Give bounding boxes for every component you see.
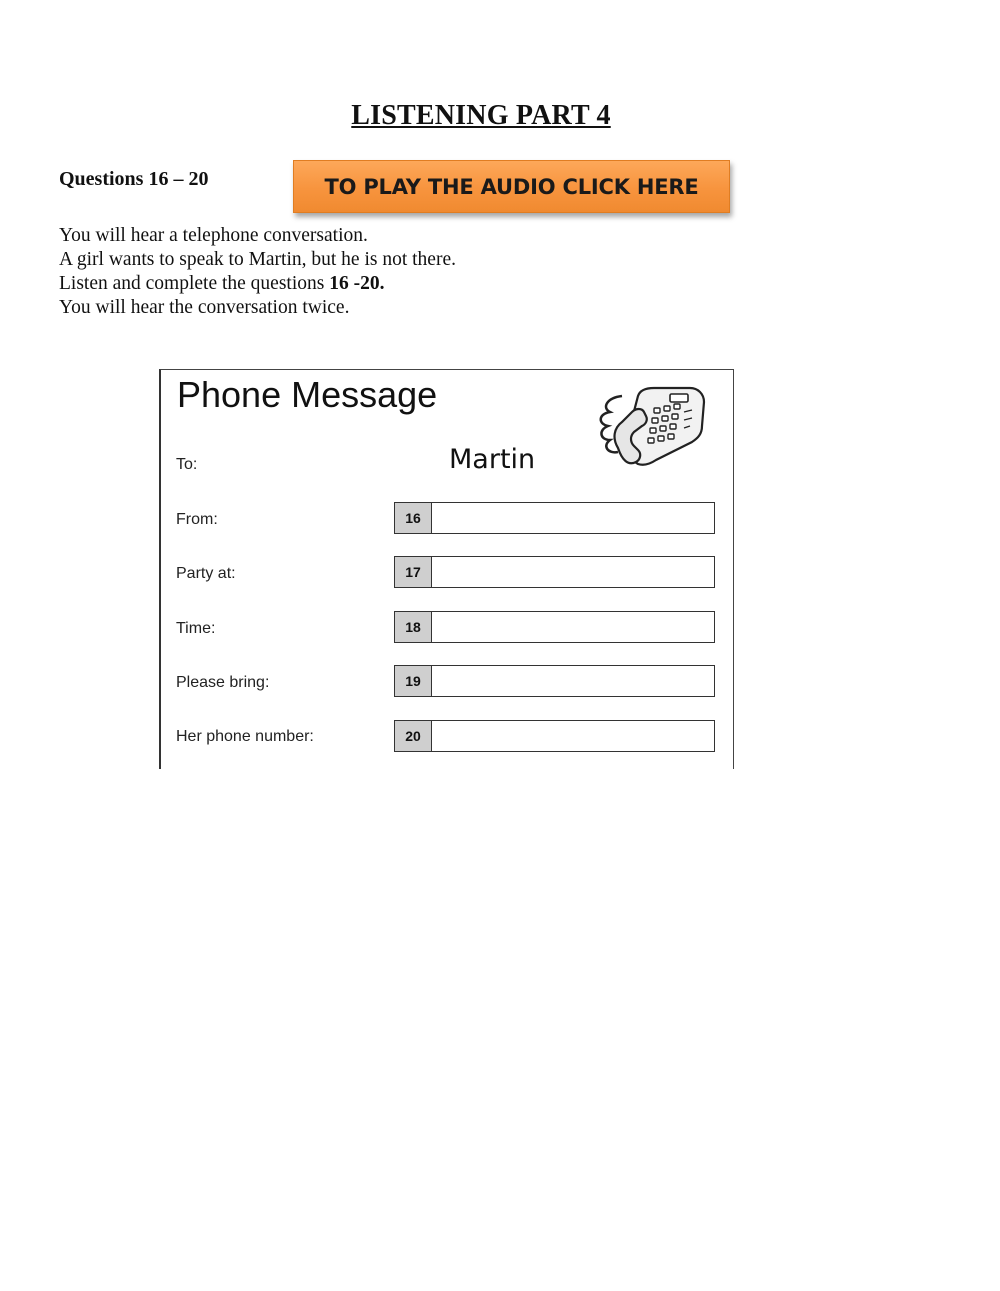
phone-number-input[interactable]	[432, 721, 714, 751]
phone-message-title: Phone Message	[177, 374, 438, 415]
question-number: 19	[395, 666, 432, 696]
question-number: 16	[395, 503, 432, 533]
from-label: From:	[176, 511, 218, 528]
question-range: 16 -20.	[329, 273, 385, 294]
telephone-icon	[592, 382, 712, 474]
page-title: LISTENING PART 4	[351, 100, 611, 131]
answer-field-16	[394, 502, 715, 534]
instruction-line: You will hear a telephone conversation.	[59, 225, 368, 246]
to-label: To:	[176, 456, 198, 473]
recipient-name: Martin	[449, 444, 536, 475]
question-number: 18	[395, 612, 432, 642]
answer-field-20	[394, 720, 715, 752]
instruction-text: Listen and complete the questions	[59, 273, 330, 294]
please-bring-label: Please bring:	[176, 674, 270, 691]
instructions	[59, 224, 456, 320]
time-label: Time:	[176, 620, 216, 637]
play-audio-button[interactable]: TO PLAY THE AUDIO CLICK HERE	[293, 160, 730, 213]
party-at-input[interactable]	[432, 557, 714, 587]
answer-field-19	[394, 665, 715, 697]
question-number: 17	[395, 557, 432, 587]
please-bring-input[interactable]	[432, 666, 714, 696]
from-input[interactable]	[432, 503, 714, 533]
party-at-label: Party at:	[176, 565, 236, 582]
instruction-line	[59, 272, 456, 296]
answer-field-18	[394, 611, 715, 643]
instruction-line: A girl wants to speak to Martin, but he is not there.	[59, 249, 456, 270]
time-input[interactable]	[432, 612, 714, 642]
phone-number-label: Her phone number:	[176, 728, 314, 745]
answer-field-17	[394, 556, 715, 588]
questions-label: Questions 16 – 20	[59, 168, 209, 190]
instruction-line: You will hear the conversation twice.	[59, 297, 350, 318]
question-number: 20	[395, 721, 432, 751]
phone-message-card	[159, 369, 734, 769]
